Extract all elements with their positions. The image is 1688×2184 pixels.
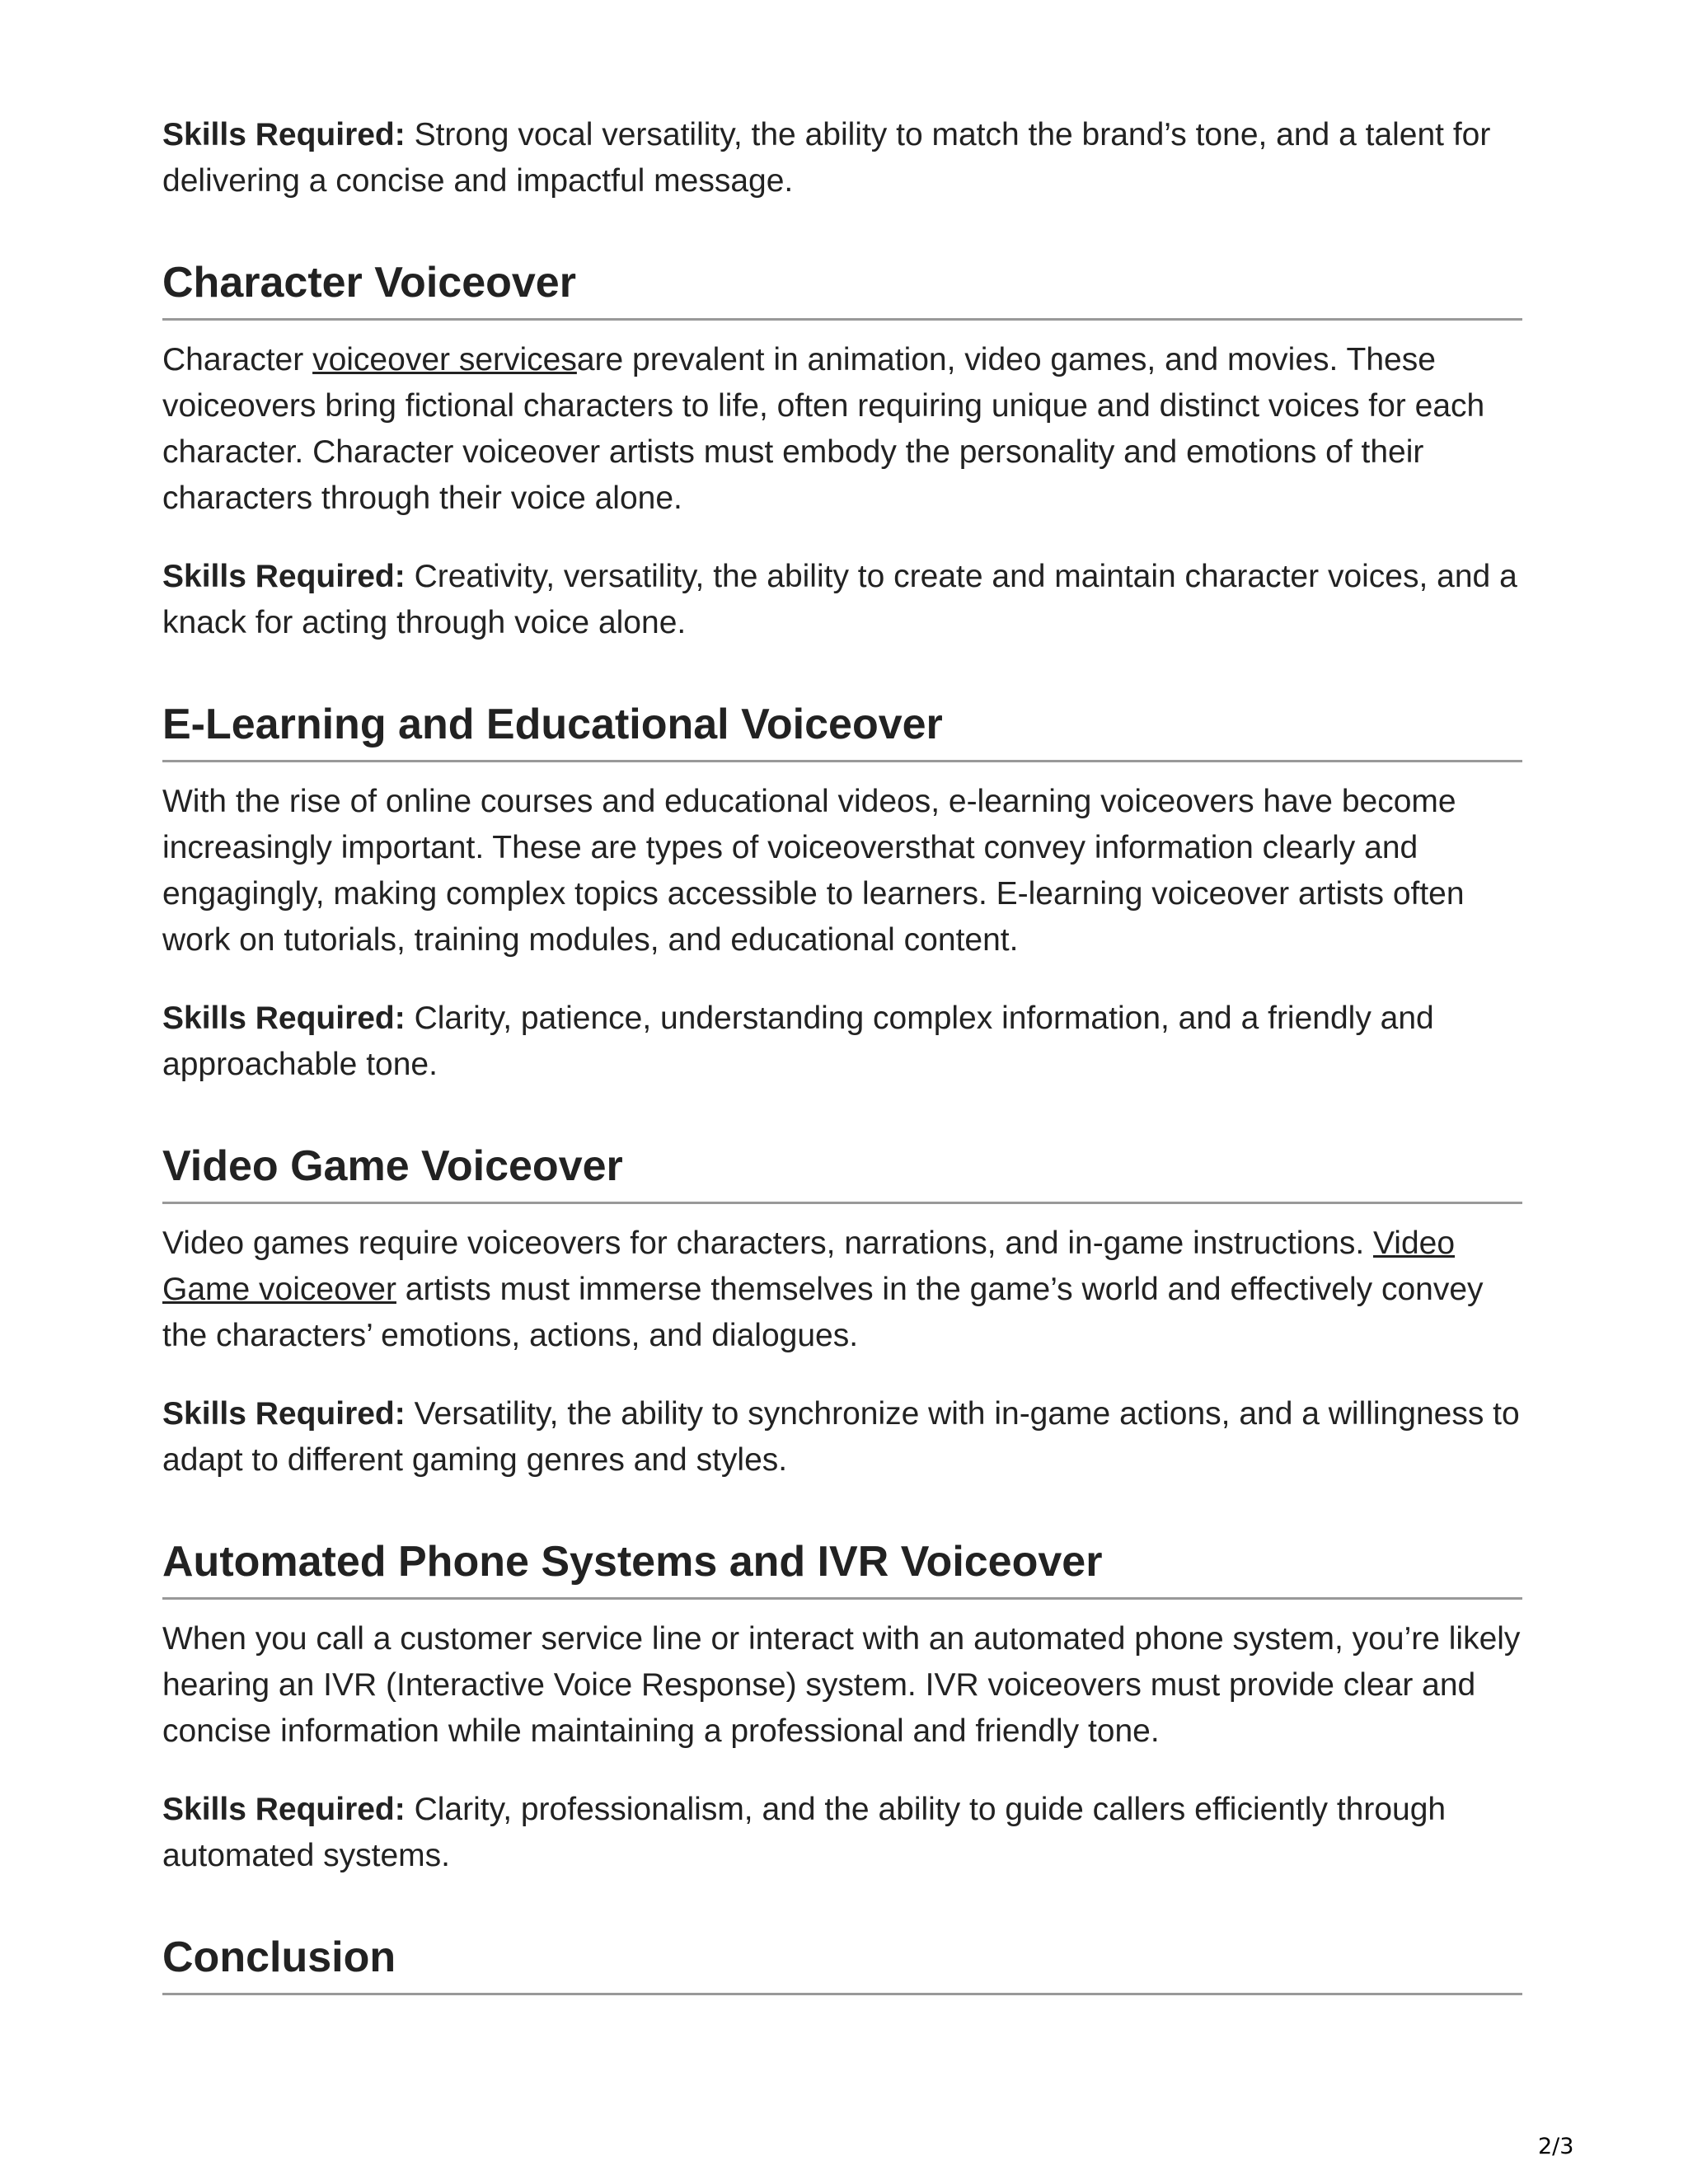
skills-paragraph — [162, 554, 1522, 646]
skills-text: Creativity, versatility, the ability to create and maintain character voices, and a knack for acting through voice alone. — [162, 559, 1517, 640]
skills-paragraph — [162, 1391, 1522, 1483]
section-body — [162, 337, 1522, 522]
article-content — [162, 112, 1522, 1995]
body-text: artists must immerse themselves in the game’s world and effectively convey the characters’ emotions, actions, and dialogues. — [162, 1272, 1484, 1353]
skills-text: Versatility, the ability to synchronize with in-game actions, and a willingness to adapt to different gaming genres and styles. — [162, 1396, 1520, 1478]
section-conclusion — [162, 1932, 1522, 1995]
section-heading: Automated Phone Systems and IVR Voiceover — [162, 1536, 1522, 1600]
section-heading: Character Voiceover — [162, 257, 1522, 321]
video-game-voiceover-link[interactable]: Video Game voiceover — [162, 1226, 1456, 1307]
skills-label: Skills Required: — [162, 559, 406, 594]
skills-paragraph — [162, 996, 1522, 1088]
page-number: 2/3 — [1538, 2134, 1574, 2159]
skills-label: Skills Required: — [162, 1792, 406, 1827]
section-heading: Video Game Voiceover — [162, 1141, 1522, 1204]
section-elearning-voiceover — [162, 699, 1522, 1088]
voiceover-services-link[interactable]: voiceover services — [312, 342, 577, 377]
body-text: Video games require voiceovers for characters, narrations, and in-game instructions. — [162, 1226, 1373, 1261]
skills-text: Strong vocal versatility, the ability to match the brand’s tone, and a talent for delivering a concise and impactful message. — [162, 117, 1491, 199]
skills-text: Clarity, patience, understanding complex information, and a friendly and approachable tone. — [162, 1001, 1434, 1082]
body-text: Character — [162, 342, 313, 377]
skills-label: Skills Required: — [162, 1396, 406, 1432]
section-character-voiceover — [162, 257, 1522, 646]
section-ivr-voiceover — [162, 1536, 1522, 1879]
skills-text: Clarity, professionalism, and the ability to guide callers efficiently through automated systems. — [162, 1792, 1447, 1873]
skills-label: Skills Required: — [162, 117, 406, 152]
section-body: When you call a customer service line or interact with an automated phone system, you’re likely hearing an IVR (Interactive Voice Response) system. IVR voiceovers must provide clear and concise information while maintaining a professional and friendly tone. — [162, 1621, 1521, 1749]
skills-paragraph — [162, 1787, 1522, 1879]
section-body — [162, 1221, 1522, 1359]
section-heading: Conclusion — [162, 1932, 1522, 1995]
section-body: With the rise of online courses and educational videos, e-learning voiceovers have become increasingly important. These are types of voiceoversthat convey information clearly and engagingly, making complex topics accessible to learners. E-learning voiceover artists often work on tutorials, training modules, and educational content. — [162, 784, 1465, 958]
skills-label: Skills Required: — [162, 1001, 406, 1036]
skills-paragraph — [162, 112, 1522, 204]
section-heading: E-Learning and Educational Voiceover — [162, 699, 1522, 762]
body-text: are prevalent in animation, video games, and movies. These voiceovers bring fictional characters to life, often requiring unique and distinct voices for each character. Character voiceover artists must embody the personality and emotions of their characters through their voice alone. — [162, 342, 1485, 516]
section-video-game-voiceover — [162, 1141, 1522, 1483]
